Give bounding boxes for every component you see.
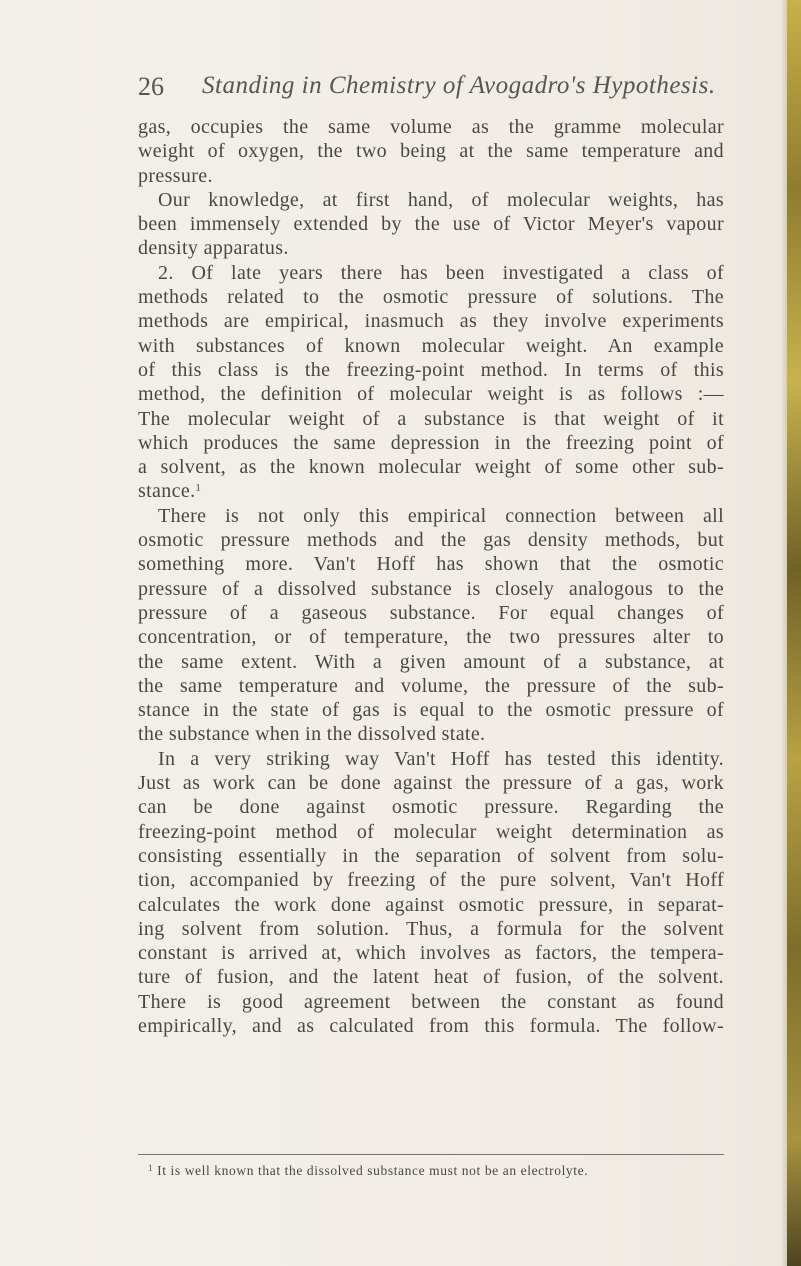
text-line: [138, 455, 724, 479]
text-line: [138, 504, 724, 528]
text-line-content: something more. Van't Hoff has shown that the osmotic: [138, 553, 724, 576]
text-line-content: method, the definition of molecular weight is as follows :—: [138, 383, 724, 406]
text-line-content: density apparatus.: [138, 237, 289, 260]
text-line-content: calculates the work done against osmotic pressure, in separat-: [138, 893, 724, 916]
text-line: [138, 625, 724, 649]
text-line-content: freezing-point method of molecular weight determination as: [138, 820, 724, 843]
footnote-rule: [138, 1154, 724, 1155]
text-line: [138, 941, 724, 965]
page-number: 26: [138, 72, 164, 101]
text-line: [138, 261, 724, 285]
text-line-content: empirically, and as calculated from this formula. The follow-: [138, 1014, 724, 1037]
text-line-content: methods related to the osmotic pressure of solutions. The: [138, 286, 724, 309]
text-line: [138, 893, 724, 917]
text-line-content: with substances of known molecular weight. An example: [138, 334, 724, 357]
text-line-content: a solvent, as the known molecular weight of some other sub-: [138, 456, 724, 479]
text-line-content: There is good agreement between the constant as found: [138, 990, 724, 1013]
text-line: [138, 164, 724, 188]
text-line: [138, 1014, 724, 1038]
text-line-content: pressure of a dissolved substance is closely analogous to the: [138, 577, 724, 600]
text-line-content: pressure of a gaseous substance. For equal changes of: [138, 601, 724, 624]
text-line-content: There is not only this empirical connection between all: [158, 504, 724, 527]
text-line: [138, 236, 724, 260]
footnote-reference: 1: [195, 482, 202, 495]
text-line-content: stance.: [138, 480, 196, 503]
text-line: [138, 479, 724, 503]
text-line: [138, 650, 724, 674]
text-line-content: weight of oxygen, the two being at the same temperature and: [138, 140, 724, 163]
page-header: [138, 72, 716, 112]
text-line-content: pressure.: [138, 164, 213, 187]
text-line-content: the substance when in the dissolved state.: [138, 723, 486, 746]
text-line-content: the same temperature and volume, the pressure of the sub-: [138, 674, 724, 697]
text-line-content: In a very striking way Van't Hoff has tested this identity.: [158, 747, 724, 770]
text-line-content: methods are empirical, inasmuch as they involve experiments: [138, 310, 724, 333]
running-title: Standing in Chemistry of Avogadro's Hypothesis.: [202, 72, 716, 99]
text-line-content: Our knowledge, at first hand, of molecular weights, has: [158, 188, 724, 211]
text-line-content: concentration, or of temperature, the two pressures alter to: [138, 626, 724, 649]
text-line-content: constant is arrived at, which involves as factors, the tempera-: [138, 942, 724, 965]
text-line-content: which produces the same depression in the freezing point of: [138, 431, 724, 454]
text-line: [138, 382, 724, 406]
text-line-content: the same extent. With a given amount of a substance, at: [138, 650, 724, 673]
page-edge: [787, 0, 801, 1266]
text-line: [138, 820, 724, 844]
text-line: [138, 212, 724, 236]
footnote-text: It is well known that the dissolved substance must not be an electrolyte.: [157, 1163, 589, 1178]
text-line: [138, 139, 724, 163]
footnote-marker: 1: [148, 1163, 154, 1173]
text-line: [138, 115, 724, 139]
text-line: [138, 868, 724, 892]
text-line: [138, 188, 724, 212]
text-line-content: 2. Of late years there has been investigated a class of: [158, 261, 724, 284]
text-line: [138, 528, 724, 552]
text-line: [138, 601, 724, 625]
text-line: [138, 965, 724, 989]
text-line: [138, 552, 724, 576]
text-line: [138, 577, 724, 601]
text-line-content: consisting essentially in the separation of solvent from solu-: [138, 844, 724, 867]
text-line: [138, 990, 724, 1014]
text-line-content: been immensely extended by the use of Victor Meyer's vapour: [138, 213, 724, 236]
text-line-content: gas, occupies the same volume as the gramme molecular: [138, 116, 724, 138]
text-line: [138, 334, 724, 358]
text-line-content: osmotic pressure methods and the gas density methods, but: [138, 529, 724, 552]
text-line: [138, 309, 724, 333]
text-line: [138, 917, 724, 941]
text-line-content: The molecular weight of a substance is that weight of it: [138, 407, 724, 430]
text-line: [138, 795, 724, 819]
text-line: [138, 698, 724, 722]
text-line: [138, 747, 724, 771]
text-line-content: of this class is the freezing-point method. In terms of this: [138, 358, 724, 381]
text-line-content: Just as work can be done against the pressure of a gas, work: [138, 772, 724, 795]
text-line: [138, 674, 724, 698]
text-line: [138, 722, 724, 746]
text-line: [138, 358, 724, 382]
text-line: [138, 431, 724, 455]
text-line: [138, 285, 724, 309]
text-line: [138, 844, 724, 868]
text-line-content: stance in the state of gas is equal to the osmotic pressure of: [138, 699, 724, 722]
text-line-content: ing solvent from solution. Thus, a formula for the solvent: [138, 917, 724, 940]
text-line-content: ture of fusion, and the latent heat of fusion, of the solvent.: [138, 966, 724, 989]
text-line-content: tion, accompanied by freezing of the pure solvent, Van't Hoff: [138, 869, 724, 892]
body-text: [138, 115, 724, 1038]
text-line-content: can be done against osmotic pressure. Regarding the: [138, 796, 724, 819]
footnote: [148, 1163, 724, 1179]
text-line: [138, 407, 724, 431]
text-line: [138, 771, 724, 795]
